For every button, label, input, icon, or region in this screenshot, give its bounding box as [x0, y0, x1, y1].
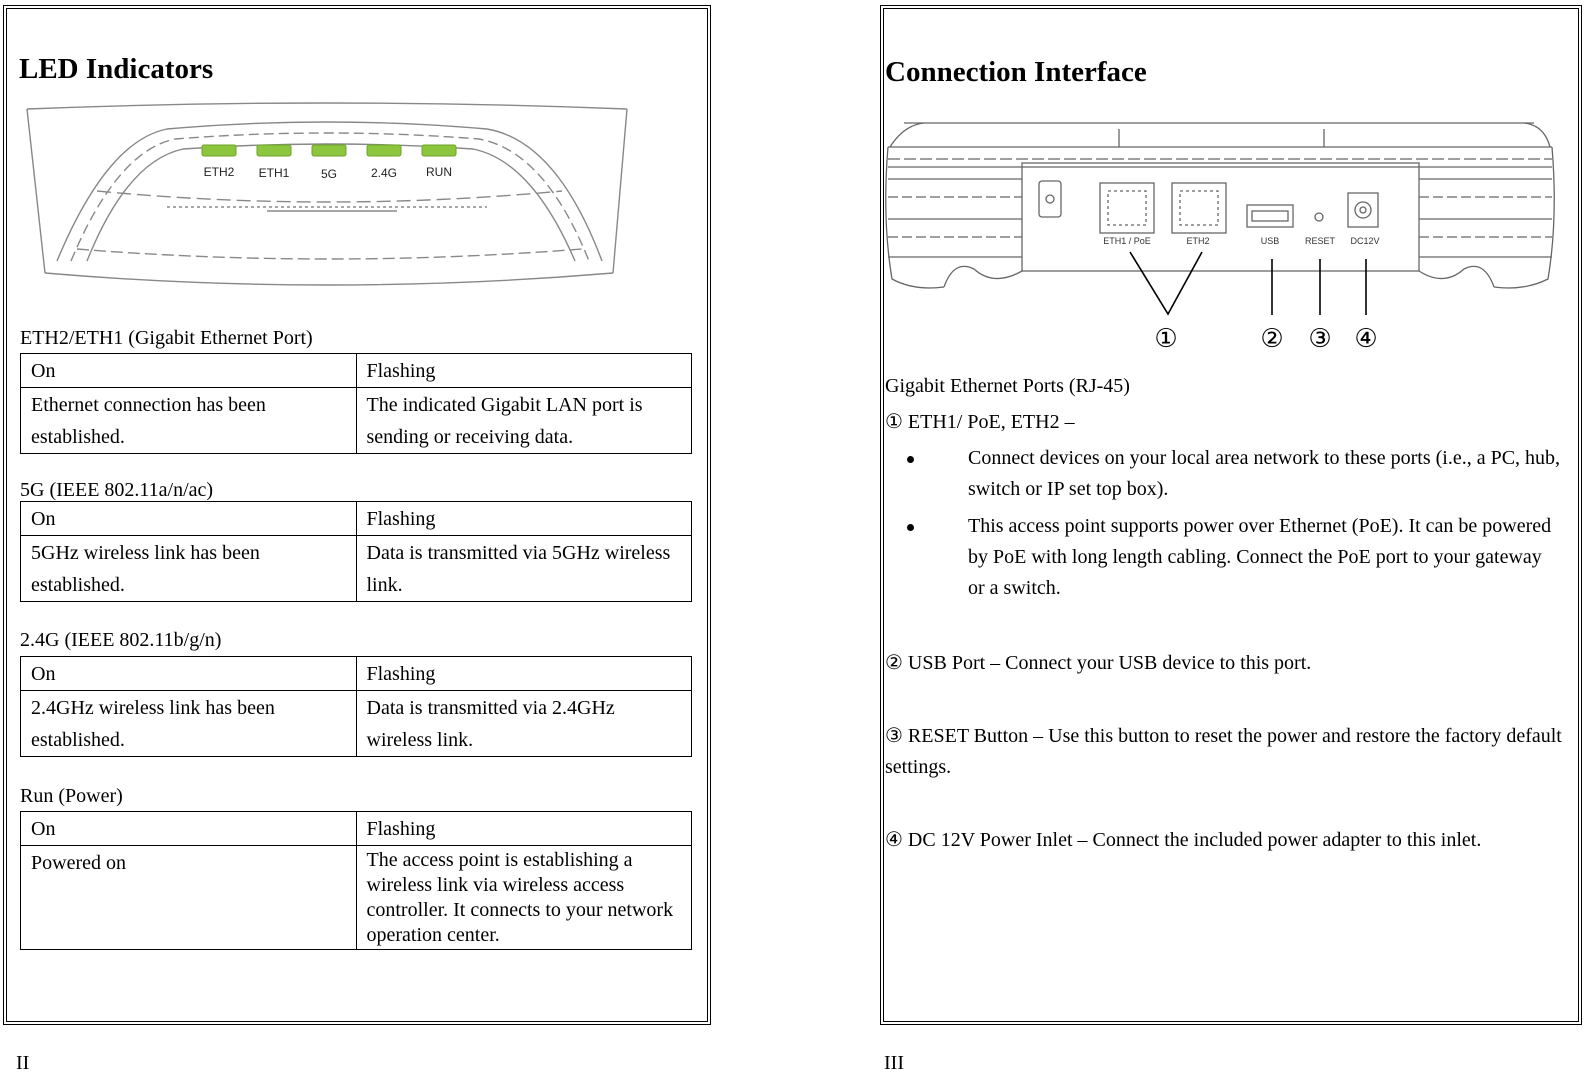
list-item — [883, 443, 1563, 505]
eth-bullet-list — [883, 443, 1563, 610]
on-header: On — [21, 812, 357, 846]
24g-led-table — [20, 656, 692, 757]
on-description: Ethernet connection has been established. — [21, 388, 357, 454]
item-1-eth-ports: ① ETH1/ PoE, ETH2 – — [885, 411, 1075, 433]
port-label-eth1-poe: ETH1 / PoE — [1103, 236, 1151, 246]
item-2-usb-port: ② USB Port – Connect your USB device to this port. — [885, 652, 1312, 674]
led-label-eth1: ETH1 — [258, 166, 290, 180]
on-description: 2.4GHz wireless link has been established. — [21, 691, 357, 757]
callout-1: ① — [1154, 323, 1178, 353]
item-4-dc-power-inlet: ④ DC 12V Power Inlet – Connect the included power adapter to this inlet. — [885, 829, 1482, 851]
led-eth2 — [202, 145, 236, 156]
led-label-run: RUN — [426, 165, 452, 179]
bullet-icon — [907, 456, 914, 463]
bullet-icon — [907, 524, 914, 531]
left-page — [3, 5, 711, 1025]
item-3-reset-button: ③ RESET Button – Use this button to reset the power and restore the factory default settings. — [885, 725, 1562, 778]
callout-3: ③ — [1308, 323, 1332, 353]
list-item — [883, 511, 1563, 604]
led-label-eth2: ETH2 — [203, 165, 235, 179]
bullet-text: Connect devices on your local area network to these ports (i.e., a PC, hub, switch or IP set top box). — [968, 447, 1561, 500]
bullet-text: This access point supports power over Ethernet (PoE). It can be powered by PoE with long length cabling. Connect the PoE port to your gateway or a switch. — [968, 515, 1552, 599]
section-title-24g: 2.4G (IEEE 802.11b/g/n) — [20, 629, 222, 651]
flashing-header: Flashing — [356, 502, 692, 536]
page-heading: Connection Interface — [885, 56, 1147, 88]
led-run — [422, 145, 456, 156]
page-number-left: II — [16, 1052, 30, 1074]
section-title-5g: 5G (IEEE 802.11a/n/ac) — [20, 479, 214, 501]
page-number-right: III — [884, 1052, 904, 1074]
on-description: 5GHz wireless link has been established. — [21, 536, 357, 602]
right-page — [880, 5, 1582, 1025]
port-label-usb: USB — [1260, 236, 1280, 246]
flashing-header: Flashing — [356, 812, 692, 846]
flashing-description: The access point is establishing a wireless link via wireless access controller. It connects to your network operation center. — [356, 846, 692, 950]
callout-2: ② — [1260, 323, 1284, 353]
led-label-24g: 2.4G — [370, 166, 398, 180]
on-header: On — [21, 657, 357, 691]
flashing-header: Flashing — [356, 657, 692, 691]
on-header: On — [21, 354, 357, 388]
flashing-header: Flashing — [356, 354, 692, 388]
flashing-description: Data is transmitted via 5GHz wireless link. — [356, 536, 692, 602]
port-label-reset: RESET — [1304, 236, 1336, 246]
led-5g — [312, 145, 346, 156]
eth-led-table — [20, 353, 692, 454]
on-description: Powered on — [21, 846, 357, 950]
section-title-run: Run (Power) — [20, 785, 123, 807]
run-led-table — [20, 811, 692, 950]
device-rear-illustration — [884, 119, 1556, 359]
led-eth1 — [257, 145, 291, 156]
page-heading: LED Indicators — [19, 53, 214, 85]
callout-4: ④ — [1354, 323, 1378, 353]
section-title-eth: ETH2/ETH1 (Gigabit Ethernet Port) — [20, 327, 313, 349]
port-label-dc12v: DC12V — [1350, 236, 1380, 246]
device-front-illustration — [17, 101, 637, 296]
on-header: On — [21, 502, 357, 536]
flashing-description: The indicated Gigabit LAN port is sending or receiving data. — [356, 388, 692, 454]
led-24g — [367, 145, 401, 156]
ports-title: Gigabit Ethernet Ports (RJ-45) — [885, 375, 1130, 397]
led-label-5g: 5G — [320, 167, 338, 181]
port-label-eth2: ETH2 — [1186, 236, 1210, 246]
5g-led-table — [20, 501, 692, 602]
flashing-description: Data is transmitted via 2.4GHz wireless link. — [356, 691, 692, 757]
